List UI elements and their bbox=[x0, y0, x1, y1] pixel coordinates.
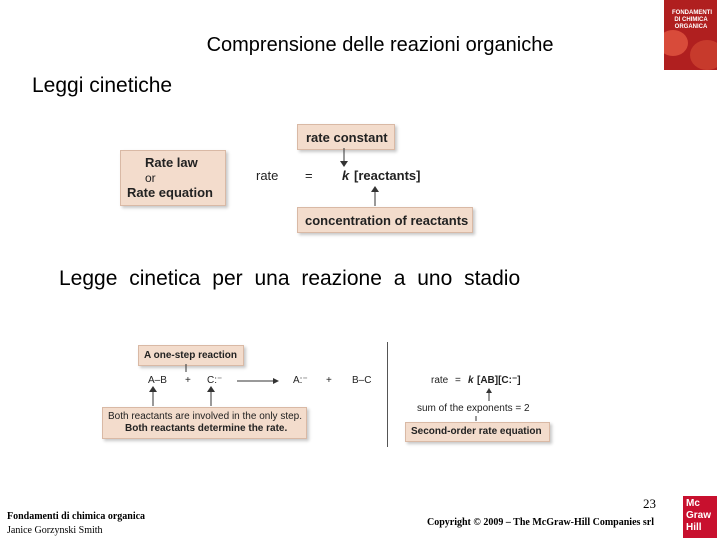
or-label: or bbox=[145, 171, 156, 185]
product-bc: B–C bbox=[352, 375, 372, 386]
rate-term: rate bbox=[256, 168, 279, 183]
reactant-ab: A–B bbox=[148, 375, 167, 386]
arrowhead bbox=[207, 386, 215, 392]
one-step-header-label: A one-step reaction bbox=[144, 350, 237, 361]
note-line-2: Both reactants determine the rate. bbox=[125, 423, 288, 434]
slide-subtitle: Leggi cinetiche bbox=[32, 74, 173, 97]
arrowhead bbox=[149, 386, 157, 392]
plus-sign: + bbox=[185, 375, 191, 386]
page-number: 23 bbox=[643, 496, 656, 511]
logo-line: Graw bbox=[686, 510, 712, 521]
concentration-terms: [AB][C:⁻] bbox=[477, 375, 521, 386]
k-symbol: k bbox=[342, 168, 350, 183]
rate-constant-label: rate constant bbox=[306, 130, 388, 145]
cover-title-line: ORGANICA bbox=[674, 24, 708, 30]
mcgraw-hill-logo bbox=[683, 496, 717, 538]
reactant-c: C:⁻ bbox=[207, 375, 223, 386]
second-order-label: Second-order rate equation bbox=[411, 426, 542, 437]
arrowhead bbox=[273, 378, 279, 384]
rate-term: rate bbox=[431, 375, 449, 386]
product-a: A:⁻ bbox=[293, 375, 308, 386]
plus-sign: + bbox=[326, 375, 332, 386]
arrowhead bbox=[486, 388, 492, 393]
rate-equation-label: Rate equation bbox=[127, 185, 213, 200]
footer-book-title: Fondamenti di chimica organica bbox=[7, 511, 146, 522]
footer-book-info bbox=[7, 510, 145, 538]
equals-sign: = bbox=[455, 375, 461, 386]
body-text: Legge cinetica per una reazione a uno stadio bbox=[59, 267, 521, 290]
k-symbol: k bbox=[468, 375, 474, 386]
footer-author: Janice Gorzynski Smith bbox=[7, 525, 103, 536]
equals-sign: = bbox=[305, 168, 313, 183]
rate-law-label: Rate law bbox=[145, 155, 198, 170]
cover-title-line: DI CHIMICA bbox=[674, 17, 708, 23]
copyright-text: Copyright © 2009 – The McGraw-Hill Companies srl bbox=[427, 517, 655, 528]
sum-exponents-label: sum of the exponents = 2 bbox=[417, 403, 530, 414]
logo-line: Hill bbox=[686, 522, 702, 533]
concentration-label: concentration of reactants bbox=[305, 213, 469, 228]
reactants-term: [reactants] bbox=[354, 168, 421, 183]
slide-title: Comprensione delle reazioni organiche bbox=[206, 34, 554, 56]
logo-line: Mc bbox=[686, 498, 700, 509]
note-line-1: Both reactants are involved in the only step. bbox=[108, 411, 303, 422]
cover-title-line: FONDAMENTI bbox=[672, 10, 712, 16]
